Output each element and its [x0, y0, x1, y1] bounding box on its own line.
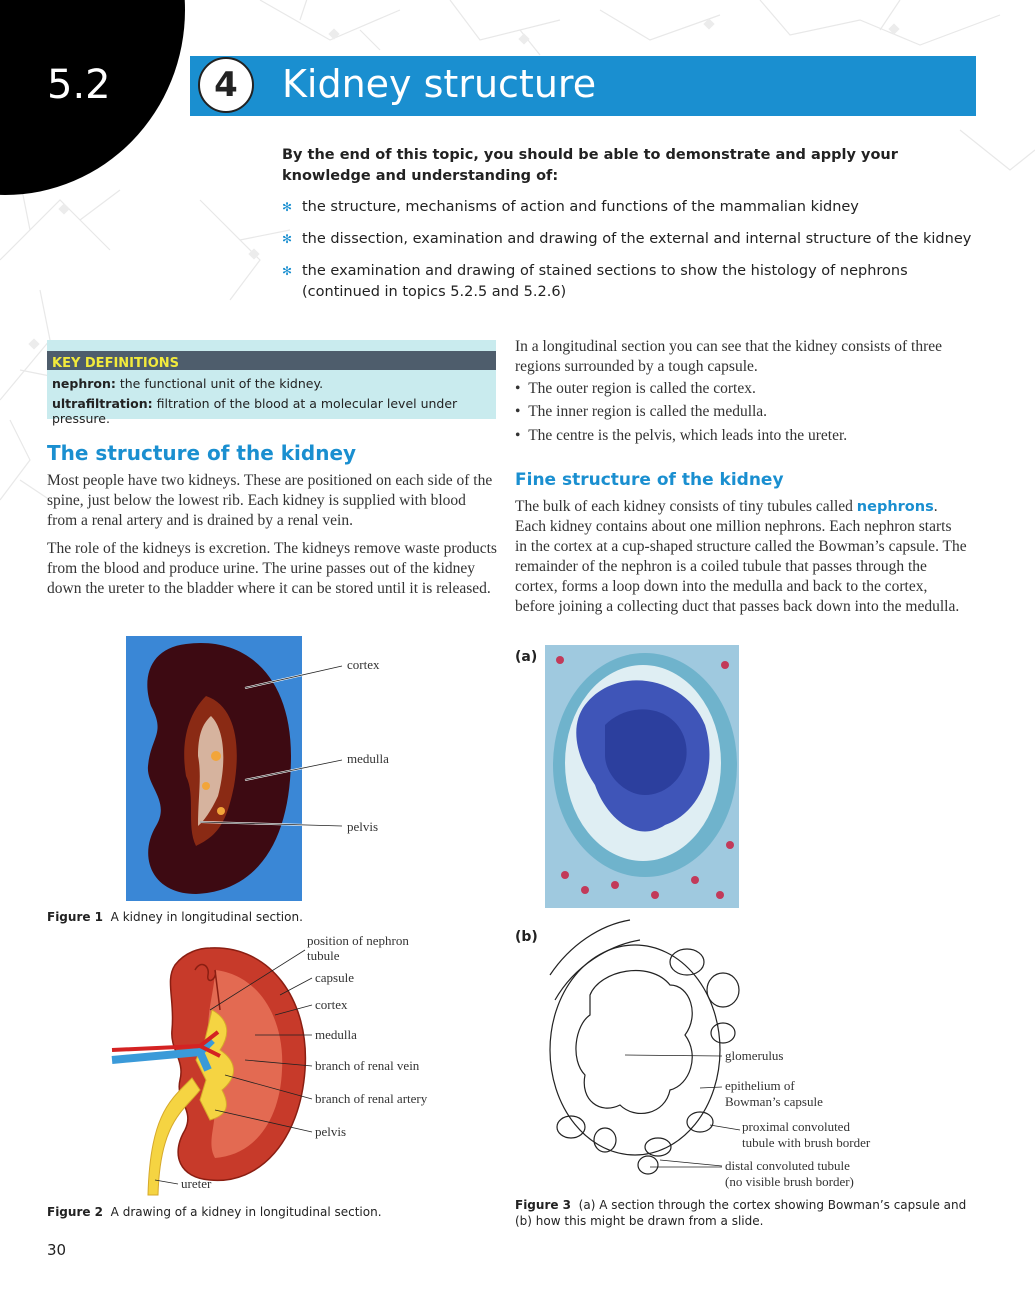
nephrons-term: nephrons: [856, 499, 934, 515]
structure-paragraph-2: The role of the kidneys is excretion. The kidneys remove waste products from the blood and produce urine. The urine passes out of the kidney down the ureter to the bladder where it can be stored until it is released.: [47, 540, 497, 597]
objective-item: ✻ the dissection, examination and drawing of the external and internal structure of the kidney: [282, 229, 972, 250]
fig3-label-distal-line2: (no visible brush border): [725, 1174, 854, 1189]
figure-3-caption-line2: (b) how this might be drawn from a slide.: [515, 1214, 764, 1228]
fig2-label-nephron-line1: position of nephron: [307, 933, 409, 948]
key-definitions-heading: KEY DEFINITIONS: [52, 356, 179, 371]
structure-paragraph-1: Most people have two kidneys. These are positioned on each side of the spine, just below the lowest rib. Each kidney is supplied with blood from a renal artery and is drained by a renal vein.: [47, 472, 493, 529]
region-bullet: • The centre is the pelvis, which leads into the ureter.: [515, 427, 848, 444]
fig3-label-epithelium-line1: epithelium of: [725, 1078, 795, 1093]
fig2-label-capsule: capsule: [315, 970, 354, 985]
asterisk-bullet-icon: ✻: [282, 200, 293, 214]
fig2-label-renal-vein: branch of renal vein: [315, 1058, 420, 1073]
fig3-label-epithelium-line2: Bowman’s capsule: [725, 1094, 823, 1109]
section-number: 5.2: [47, 62, 111, 108]
objective-item: ✻ the structure, mechanisms of action and functions of the mammalian kidney: [282, 197, 972, 218]
fine-structure-paragraph: The bulk of each kidney consists of tiny tubules called nephrons. Each kidney contains about one million nephrons. Each nephron starts in the cortex at a cup-shaped structure called the Bowman’s capsule. The remainder of the nephron is a coiled tubule that passes through the cortex, forms a loop down into the medulla and back to the cortex, before joining a collecting duct that passes back down into the medulla.: [515, 498, 967, 615]
figure-2-caption: Figure 2 A drawing of a kidney in longitudinal section.: [47, 1205, 382, 1219]
figure-2-kidney-drawing: [100, 940, 320, 1200]
figure-3-caption-line1: Figure 3 (a) A section through the cortex showing Bowman’s capsule and: [515, 1198, 967, 1212]
objective-item: ✻ the examination and drawing of stained sections to show the histology of nephrons (continued in topics 5.2.5 and 5.2.6): [282, 263, 908, 300]
fig3-label-proximal-line1: proximal convoluted: [742, 1119, 850, 1134]
figure-1-caption: Figure 1 A kidney in longitudinal section.: [47, 910, 303, 924]
definition-ultrafiltration: ultrafiltration: filtration of the blood at a molecular level under pressure.: [52, 396, 458, 426]
fig1-label-medulla: medulla: [347, 751, 389, 766]
fig3-label-glomerulus: glomerulus: [725, 1048, 784, 1063]
region-bullet: • The inner region is called the medulla.: [515, 403, 768, 420]
fig2-label-medulla: medulla: [315, 1027, 357, 1042]
page-title: Kidney structure: [282, 62, 597, 106]
page-number: 30: [47, 1241, 67, 1259]
fine-structure-heading: Fine structure of the kidney: [515, 470, 784, 490]
fig2-label-ureter: ureter: [181, 1176, 212, 1191]
structure-heading: The structure of the kidney: [47, 441, 357, 465]
fig3-label-proximal-line2: tubule with brush border: [742, 1135, 871, 1150]
key-definitions-box: [47, 340, 496, 426]
region-bullet: • The outer region is called the cortex.: [515, 380, 756, 397]
fig2-label-renal-artery: branch of renal artery: [315, 1091, 428, 1106]
figure-3-leader-lines: [0, 0, 1, 1]
longitudinal-paragraph: In a longitudinal section you can see that the kidney consists of three regions surrounded by a tough capsule.: [515, 338, 942, 375]
asterisk-bullet-icon: ✻: [282, 232, 293, 246]
fig1-label-pelvis: pelvis: [347, 819, 379, 834]
objectives-intro: By the end of this topic, you should be able to demonstrate and apply your knowledge and understanding of:: [282, 147, 898, 184]
definition-nephron: nephron: the functional unit of the kidney.: [52, 376, 324, 391]
figure-3-panel-a-label: (a): [515, 649, 538, 665]
figure-1-kidney-photo: [126, 636, 302, 901]
figure-3a-micrograph: [545, 645, 739, 908]
asterisk-bullet-icon: ✻: [282, 264, 293, 278]
topic-number-badge: 4: [198, 57, 254, 113]
fig2-label-pelvis: pelvis: [315, 1124, 347, 1139]
figure-3-panel-b-label: (b): [515, 929, 538, 945]
fig2-label-cortex: cortex: [315, 997, 348, 1012]
fig1-label-cortex: cortex: [347, 657, 380, 672]
fig3-label-distal-line1: distal convoluted tubule: [725, 1158, 850, 1173]
key-definitions-header: [47, 351, 496, 370]
fig2-label-nephron-line2: tubule: [307, 948, 340, 963]
objectives-list: [282, 197, 972, 314]
